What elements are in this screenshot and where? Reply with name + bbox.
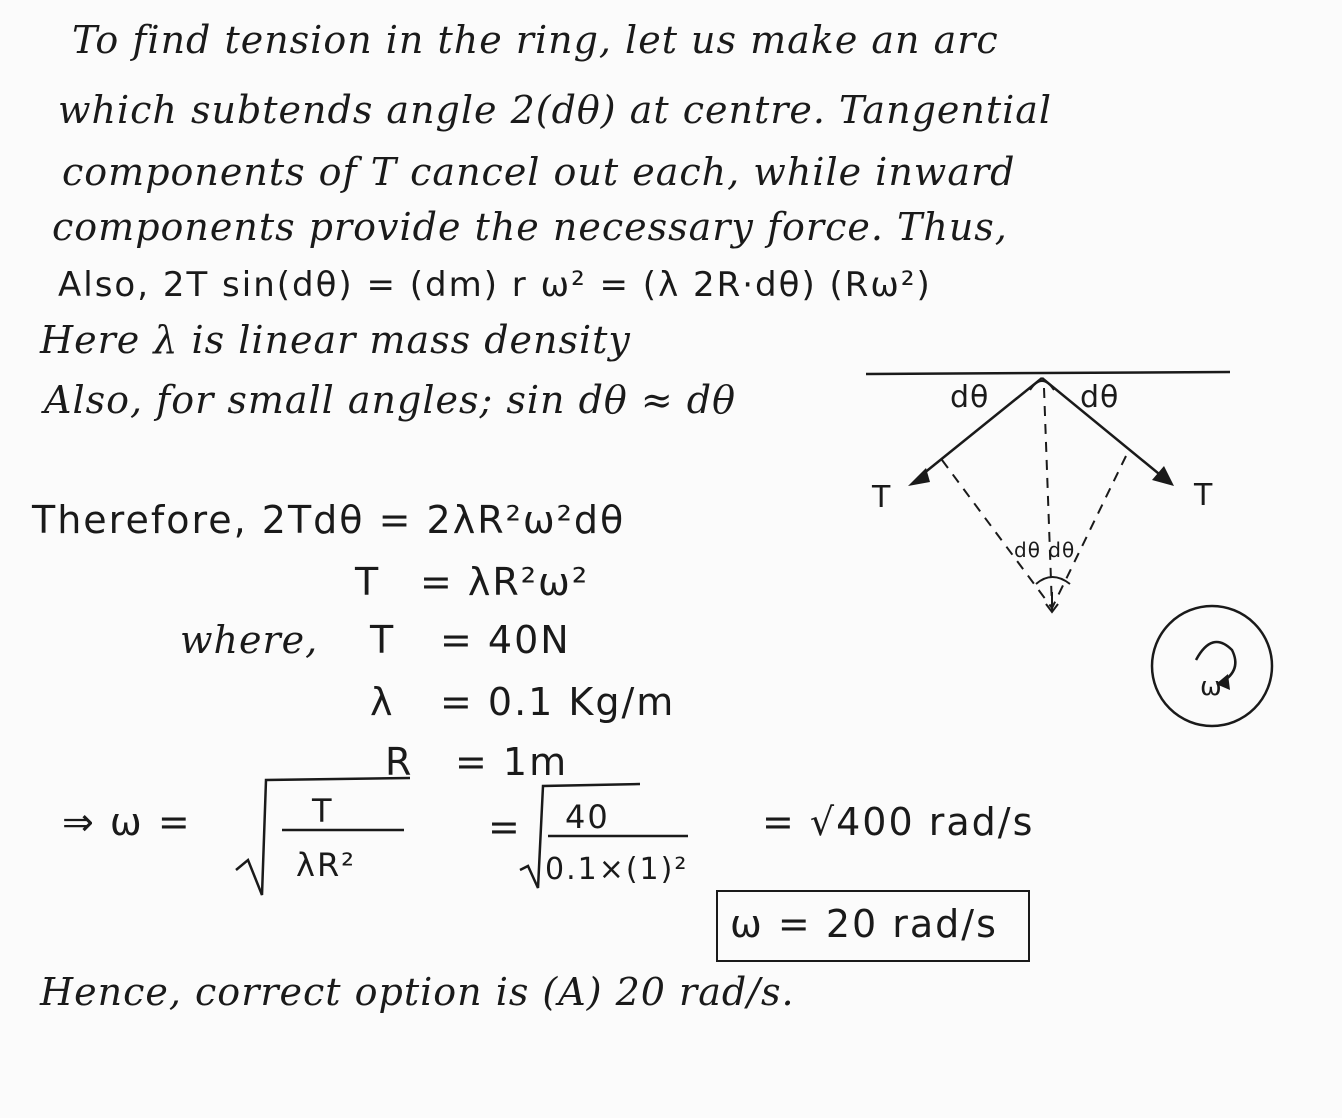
paragraph-line-7: Also, for small angles; sin dθ ≈ dθ [44,378,736,422]
conclusion: Hence, correct option is (A) 20 rad/s. [40,970,795,1014]
fraction-2-numerator: 40 [565,798,610,836]
tangent-line [866,372,1230,374]
arrow-head-left [908,468,930,486]
centre-angle-label: dθ dθ [1014,538,1076,562]
fraction-1-denominator: λR² [296,846,356,884]
tension-label-left: T [872,480,892,515]
omega-label: ω [1200,672,1223,702]
paragraph-line-2: which subtends angle 2(dθ) at centre. Tangential [58,88,1053,132]
rotation-circle [1152,606,1272,726]
fraction-1-numerator: T [312,792,334,830]
where-label: where, [180,618,319,662]
density-var: λ [370,680,395,724]
radical-sign-1 [236,778,410,895]
dtheta-label-left: dθ [950,380,990,415]
tension-var: T [370,618,396,662]
radius-middle [1044,388,1052,608]
derivation-eq-2-rhs: = λR²ω² [420,560,590,604]
centre-arrow [1046,592,1058,612]
centre-angle-arc [1036,577,1070,584]
force-equation: Also, 2T sin(dθ) = (dm) r ω² = (λ 2R·dθ) (Rω²) [58,265,932,305]
omega-implies: ⇒ ω = [62,800,192,844]
fraction-2-denominator: 0.1×(1)² [545,852,689,887]
derivation-eq-1: Therefore, 2Tdθ = 2λR²ω²dθ [32,498,626,542]
derivation-eq-2-lhs: T [355,560,381,604]
radius-left [942,460,1052,608]
radius-var: R [385,740,414,784]
paragraph-line-3: components of T cancel out each, while inward [62,150,1016,194]
radius-value: = 1m [455,740,569,784]
dtheta-label-right: dθ [1080,380,1120,415]
arrow-head-right [1152,466,1174,486]
boxed-answer: ω = 20 rad/s [730,902,998,946]
tension-label-right: T [1194,478,1214,513]
tension-value: = 40N [440,618,571,662]
equals-sign: = [488,805,522,849]
density-value: = 0.1 Kg/m [440,680,676,724]
top-angle-arc [1030,381,1054,390]
sqrt-result: = √400 rad/s [762,800,1035,844]
paragraph-line-1: To find tension in the ring, let us make an arc [72,18,999,62]
radius-right [1052,456,1126,608]
paragraph-line-4: components provide the necessary force. Thus, [52,205,1008,249]
paragraph-line-6: Here λ is linear mass density [40,318,631,362]
